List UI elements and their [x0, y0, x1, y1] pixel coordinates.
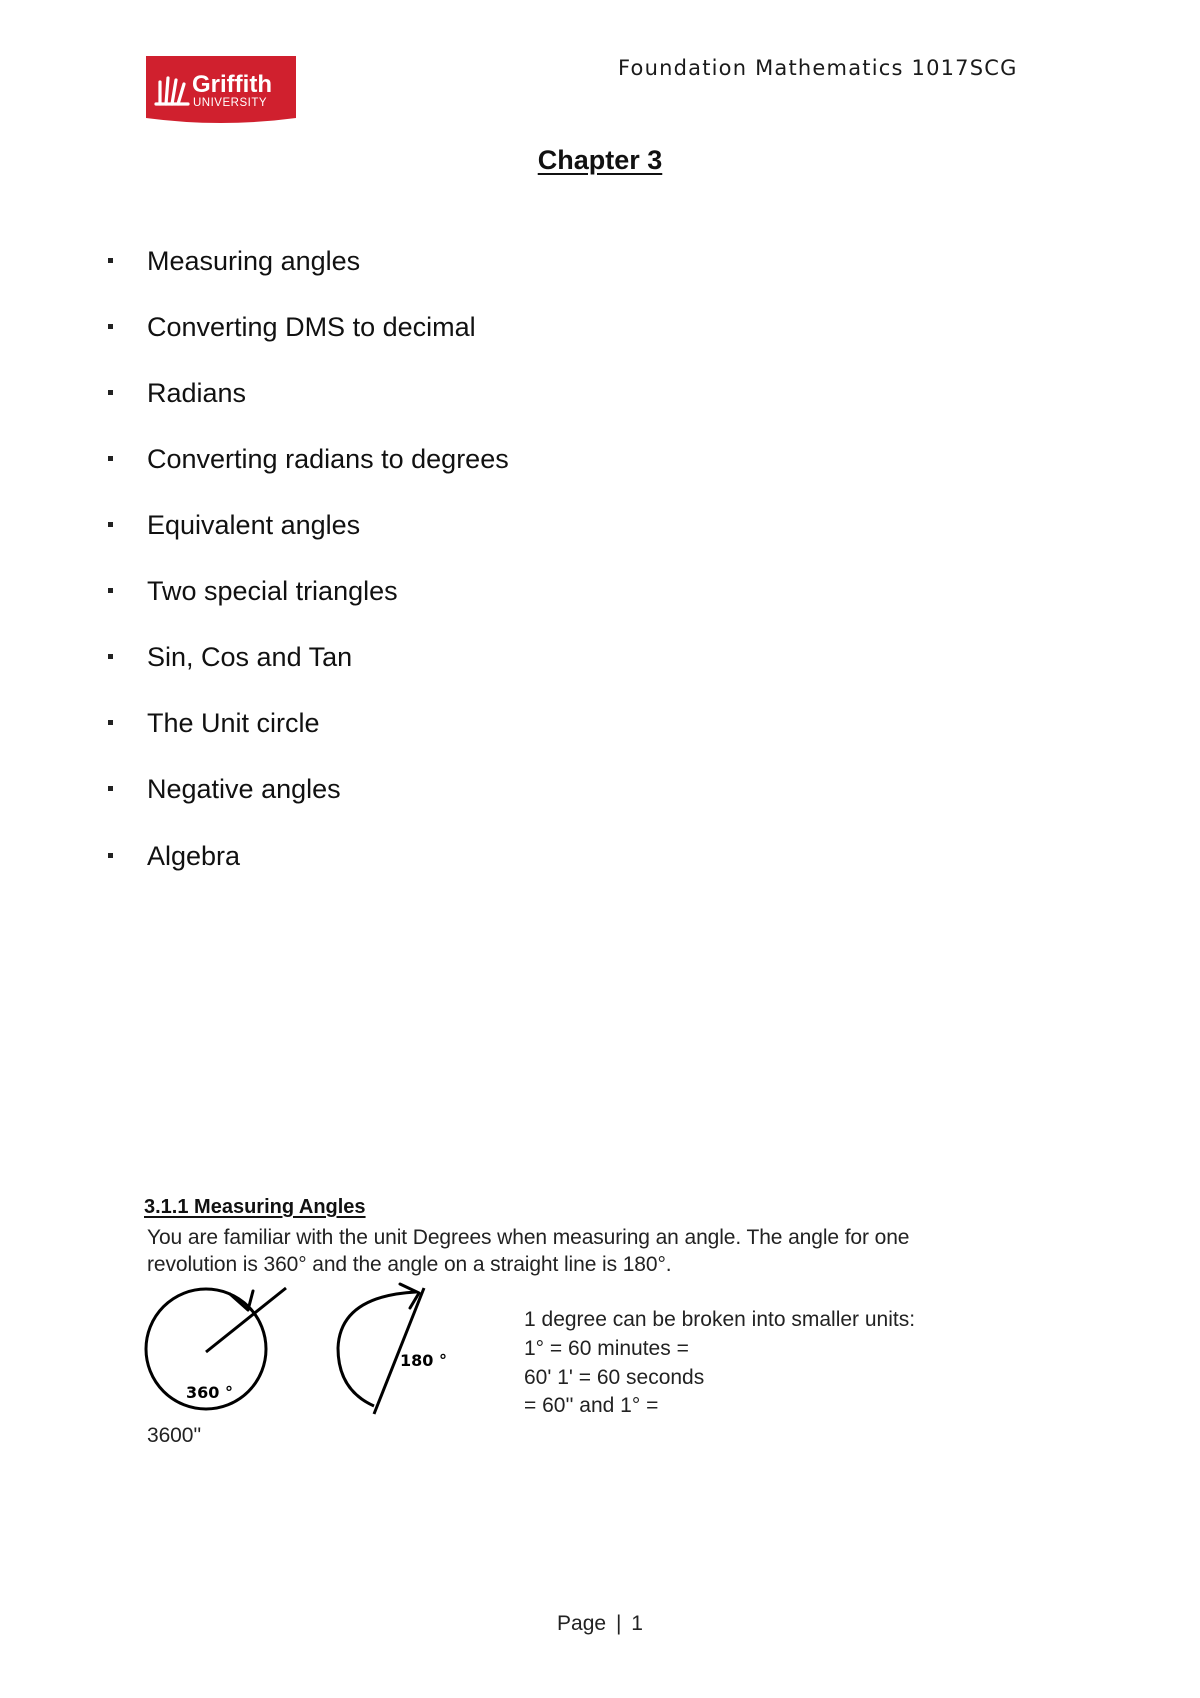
topic-label: Equivalent angles: [147, 510, 361, 540]
topic-label: Radians: [147, 378, 247, 408]
topic-label: Sin, Cos and Tan: [147, 642, 353, 672]
half-circle-label: 180 °: [400, 1351, 447, 1370]
bullet-icon: [108, 258, 113, 263]
full-circle-diagram: [146, 1288, 286, 1409]
topic-label: Converting DMS to decimal: [147, 312, 476, 342]
bullet-icon: [108, 654, 113, 659]
topic-label: Converting radians to degrees: [147, 444, 509, 474]
logo-wordmark: Griffith: [192, 71, 272, 98]
page-separator: |: [615, 1612, 622, 1635]
angle-diagram: [130, 1282, 460, 1427]
topic-label: The Unit circle: [147, 708, 320, 738]
note-line: 60' 1' = 60 seconds: [524, 1366, 705, 1389]
bullet-icon: [108, 720, 113, 725]
bullet-icon: [108, 786, 113, 791]
topic-label: Algebra: [147, 841, 241, 871]
griffith-logo: [146, 56, 296, 126]
page-number: 1: [631, 1612, 643, 1635]
page-label: Page: [557, 1612, 607, 1635]
section-heading: 3.1.1 Measuring Angles: [144, 1196, 366, 1218]
paragraph-line: revolution is 360° and the angle on a straight line is 180°.: [147, 1253, 672, 1276]
page-footer: [0, 1612, 1200, 1636]
half-circle-diagram: [338, 1284, 447, 1414]
topic-label: Measuring angles: [147, 246, 361, 276]
bullet-icon: [108, 522, 113, 527]
note-line: 1° = 60 minutes =: [524, 1337, 689, 1360]
course-title: Foundation Mathematics 1017SCG: [618, 56, 1018, 80]
chapter-title: Chapter 3: [537, 145, 663, 175]
bullet-icon: [108, 853, 113, 858]
bullet-icon: [108, 456, 113, 461]
trailing-text: 3600'': [147, 1424, 202, 1447]
bullet-icon: [108, 324, 113, 329]
note-line: 1 degree can be broken into smaller units:: [524, 1308, 916, 1331]
full-circle-label: 360 °: [186, 1383, 233, 1402]
topic-label: Negative angles: [147, 774, 341, 804]
note-line: = 60'' and 1° =: [524, 1394, 659, 1417]
bullet-icon: [108, 588, 113, 593]
logo-subtext: UNIVERSITY: [193, 97, 268, 109]
topic-label: Two special triangles: [147, 576, 398, 606]
paragraph-line: You are familiar with the unit Degrees when measuring an angle. The angle for one: [147, 1226, 910, 1249]
bullet-icon: [108, 390, 113, 395]
